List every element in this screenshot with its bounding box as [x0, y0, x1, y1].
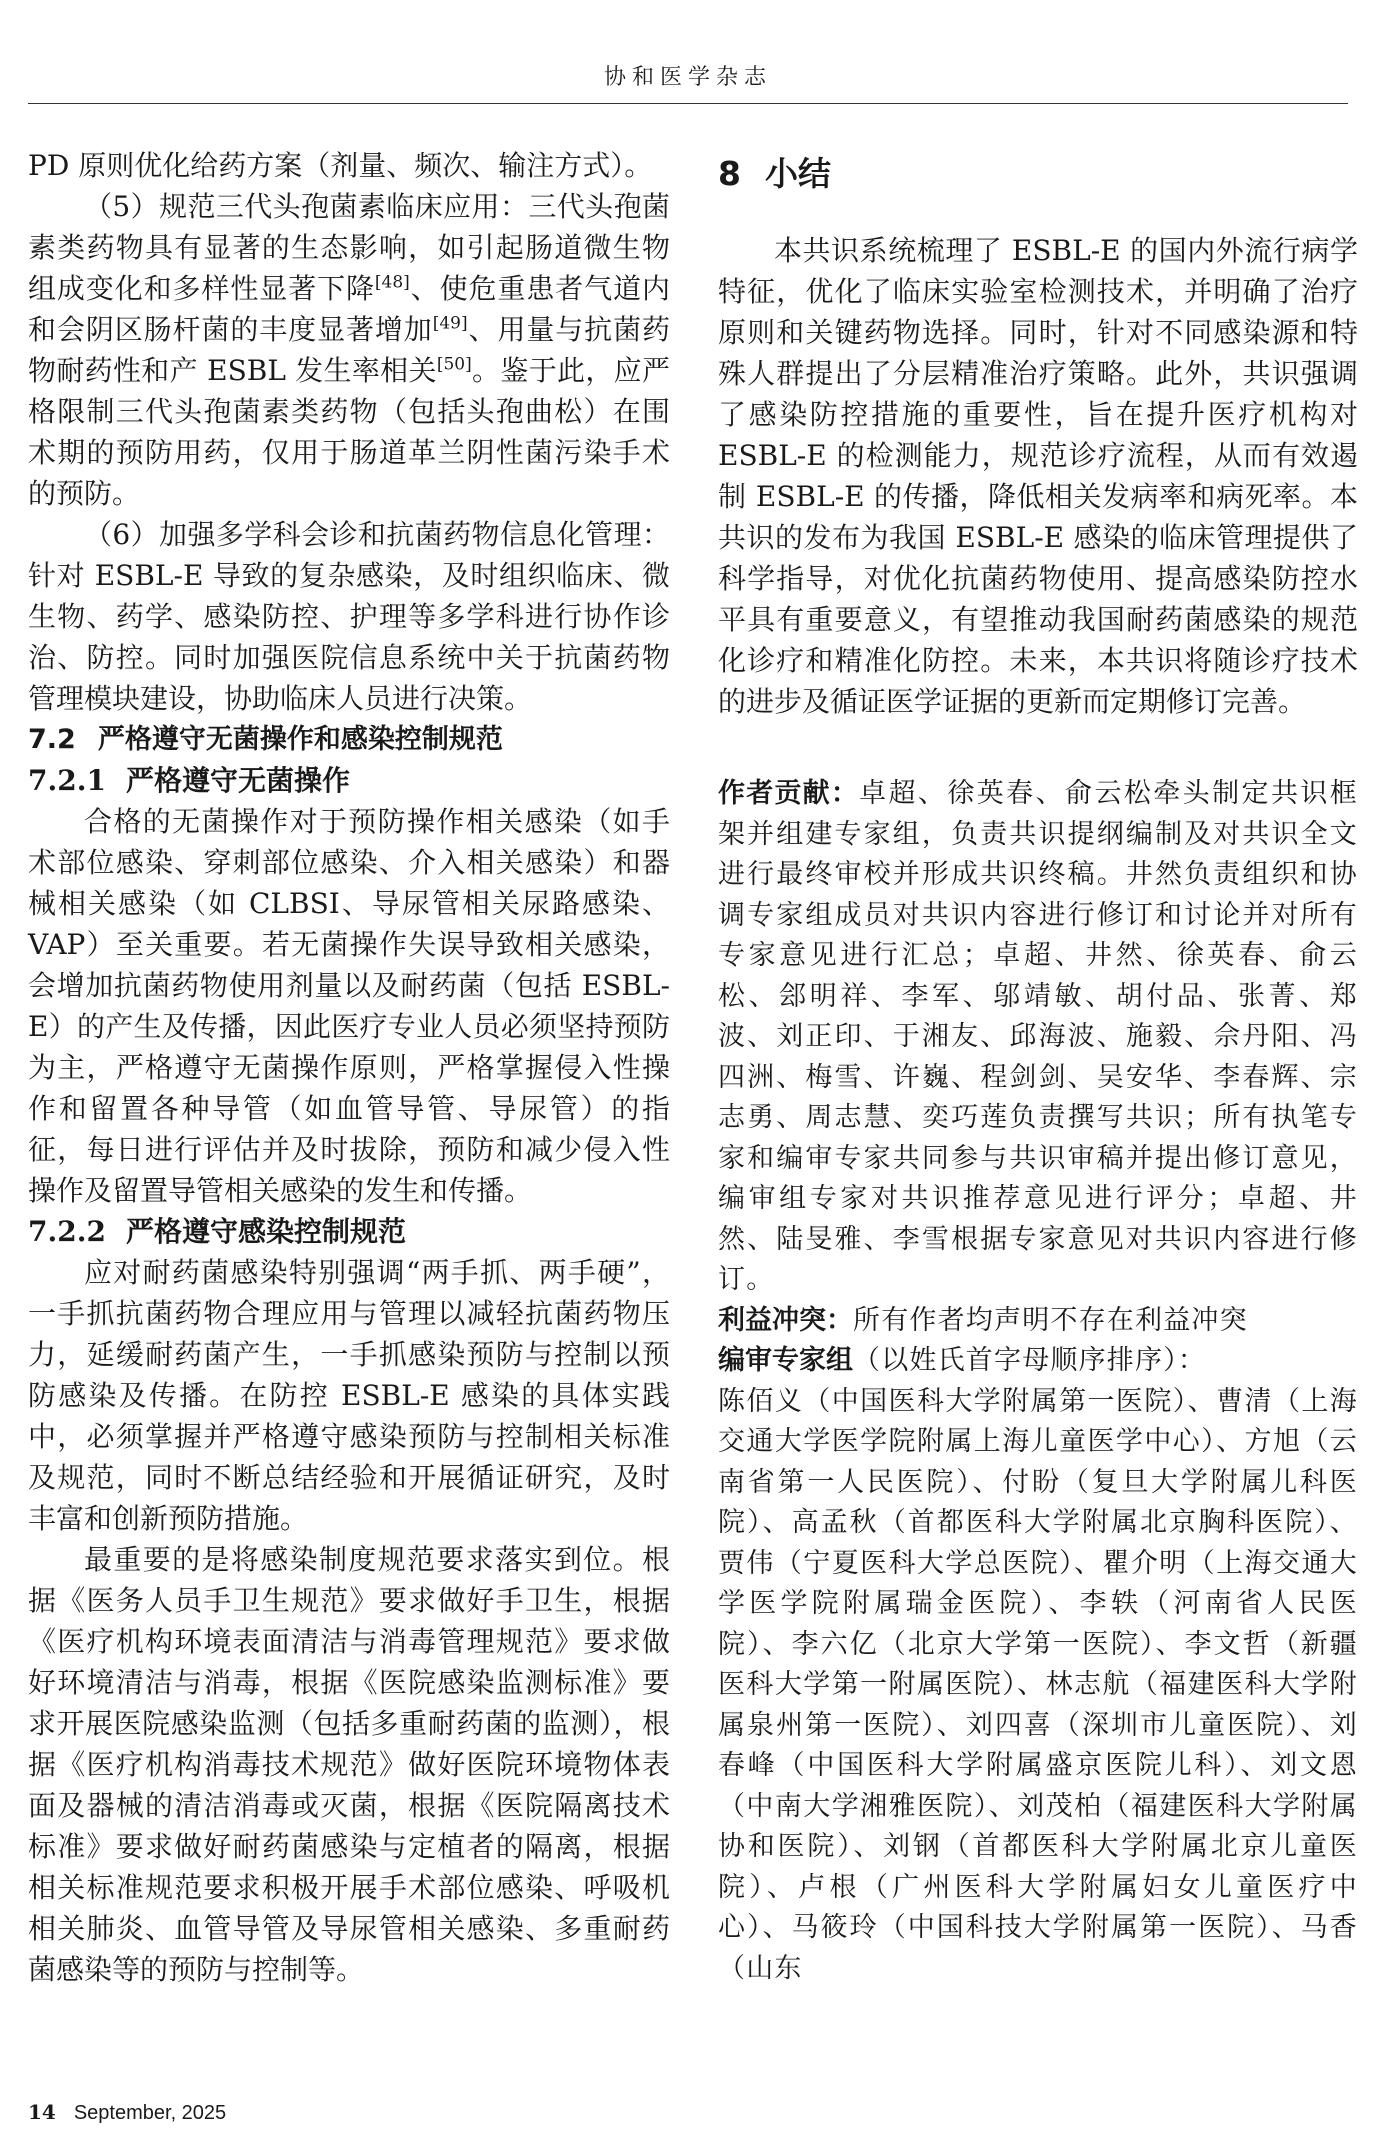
citation-48[interactable]: [48]: [374, 272, 410, 293]
citation-50[interactable]: [50]: [436, 354, 472, 375]
list-item-5: [28, 186, 670, 514]
header-rule: [28, 103, 1348, 104]
contributions-label: 作者贡献：: [718, 778, 860, 809]
page-number: 14: [28, 2100, 56, 2124]
item5-text-b: 、使危重患者气道内和会阴区肠杆菌的丰度显著增加: [28, 272, 670, 346]
author-contributions: [718, 774, 1358, 1301]
list-item-6: （6）加强多学科会诊和抗菌药物信息化管理：针对 ESBL-E 导致的复杂感染，及时组织临床、微生物、药学、感染防控、护理等多学科进行协作诊治、防控。同时加强医院信息系统中关于抗菌药物管理模块建设，协助临床人员进行决策。: [28, 518, 670, 715]
conflict-of-interest: [718, 1301, 1358, 1342]
reviewers-list: 陈佰义（中国医科大学附属第一医院）、曹清（上海交通大学医学院附属上海儿童医学中心）、方旭（云南省第一人民医院）、付盼（复旦大学附属儿科医院）、高孟秋（首都医科大学附属北京胸科医院）、贾伟（宁夏医科大学总医院）、瞿介明（上海交通大学医学院附属瑞金医院）、李轶（河南省人民医院）、李六亿（北京大学第一医院）、李文哲（新疆医科大学第一附属医院）、林志航（福建医科大学附属泉州第一医院）、刘四喜（深圳市儿童医院）、刘春峰（中国医科大学附属盛京医院儿科）、刘文恩（中南大学湘雅医院）、刘茂柏（福建医科大学附属协和医院）、刘钢（首都医科大学附属北京儿童医院）、卢根（广州医科大学附属妇女儿童医疗中心）、马筱玲（中国科技大学附属第一医院）、马香（山东: [718, 1385, 1358, 1984]
reviewers-note: （以姓氏首字母顺序排序）：: [853, 1345, 1207, 1376]
item5-text-a: （5）规范三代头孢菌素临床应用：三代头孢菌素类药物具有显著的生态影响，如引起肠道微生物组成变化和多样性显著下降: [28, 190, 670, 305]
section-number: 7.2: [28, 724, 76, 755]
paragraph-7-2-2-b: 最重要的是将感染制度规范要求落实到位。根据《医务人员手卫生规范》要求做好手卫生，根据《医疗机构环境表面清洁与消毒管理规范》要求做好环境清洁与消毒，根据《医院感染监测标准》要求开展医院感染监测（包括多重耐药菌的监测），根据《医疗机构消毒技术规范》做好医院环境物体表面及器械的清洁消毒或灭菌，根据《医院隔离技术标准》要求做好耐药菌感染与定植者的隔离，根据相关标准规范要求积极开展手术部位感染、呼吸机相关肺炎、血管导管及导尿管相关感染、多重耐药菌感染等的预防与控制等。: [28, 1543, 670, 1986]
summary-paragraph: 本共识系统梳理了 ESBL-E 的国内外流行病学特征，优化了临床实验室检测技术，并明确了治疗原则和关键药物选择。同时，针对不同感染源和特殊人群提出了分层精准治疗策略。此外，共识强调了感染防控措施的重要性，旨在提升医疗机构对 ESBL-E 的检测能力，规范诊疗流程，从而有效遏制 ESBL-E 的传播，降低相关发病率和病死率。本共识的发布为我国 ESBL-E 感染的临床管理提供了科学指导，对优化抗菌药物使用、提高感染防控水平具有重要意义，有望推动我国耐药菌感染的规范化诊疗和精准化防控。未来，本共识将随诊疗技术的进步及循证医学证据的更新而定期修订完善。: [718, 234, 1358, 718]
subsection-number: 7.2.1: [28, 764, 106, 797]
subsection-title: 严格遵守无菌操作: [125, 764, 350, 797]
section-title: 严格遵守无菌操作和感染控制规范: [97, 724, 503, 755]
reviewers-heading: [718, 1341, 1358, 1382]
section-heading-8: [718, 153, 1358, 194]
subsection-heading-7-2-2: [28, 1211, 670, 1252]
subsection-number: 7.2.2: [28, 1215, 106, 1248]
reviewers-label: 编审专家组: [718, 1345, 853, 1376]
paragraph-7-2-1: 合格的无菌操作对于预防操作相关感染（如手术部位感染、穿刺部位感染、介入相关感染）和器械相关感染（如 CLBSI、导尿管相关尿路感染、VAP）至关重要。若无菌操作失误导致相关感染，会增加抗菌药物使用剂量以及耐药菌（包括 ESBL-E）的产生及传播，因此医疗专业人员必须坚持预防为主，严格遵守无菌操作原则，严格掌握侵入性操作和留置各种导管（如血管导管、导尿管）的指征，每日进行评估并及时拔除，预防和减少侵入性操作及留置导管相关感染的发生和传播。: [28, 805, 670, 1207]
section-heading-7-2: [28, 719, 670, 760]
paragraph-7-2-2-a: 应对耐药菌感染特别强调“两手抓、两手硬”，一手抓抗菌药物合理应用与管理以减轻抗菌药物压力，延缓耐药菌产生，一手抓感染预防与控制以预防感染及传播。在防控 ESBL-E 感染的具体实践中，必须掌握并严格遵守感染预防与控制相关标准及规范，同时不断总结经验和开展循证研究，及时丰富和创新预防措施。: [28, 1256, 670, 1535]
coi-text: 所有作者均声明不存在利益冲突: [853, 1304, 1248, 1336]
contributions-text: 卓超、徐英春、俞云松牵头制定共识框架并组建专家组，负责共识提纲编制及对共识全文进行最终审校并形成共识终稿。井然负责组织和协调专家组成员对共识内容进行修订和讨论并对所有专家意见进行汇总；卓超、井然、徐英春、俞云松、郐明祥、李军、邬靖敏、胡付品、张菁、郑波、刘正印、于湘友、邱海波、施毅、佘丹阳、冯四洲、梅雪、许巍、程剑剑、吴安华、李春辉、宗志勇、周志慧、奕巧莲负责撰写共识；所有执笔专家和编审专家共同参与共识审稿并提出修订意见，编审组专家对共识推荐意见进行评分；卓超、井然、陆旻雅、李雪根据专家意见对共识内容进行修订。: [718, 778, 1358, 1295]
subsection-title: 严格遵守感染控制规范: [125, 1215, 406, 1248]
item5-text-d: 。鉴于此，应严格限制三代头孢菌素类药物（包括头孢曲松）在围术期的预防用药，仅用于肠道革兰阴性菌污染手术的预防。: [28, 354, 670, 510]
page-footer: [28, 2100, 226, 2125]
right-column: [718, 145, 1358, 1989]
left-column: [28, 145, 670, 1990]
citation-49[interactable]: [49]: [432, 313, 468, 334]
coi-label: 利益冲突：: [718, 1304, 853, 1336]
journal-running-head: 协和医学杂志: [603, 65, 772, 90]
carryover-paragraph: PD 原则优化给药方案（剂量、频次、输注方式）。: [28, 149, 653, 182]
item5-text-c: 、用量与抗菌药物耐药性和产 ESBL 发生率相关: [28, 313, 670, 387]
issue-date: September, 2025: [73, 2102, 227, 2124]
section-number: 8: [718, 154, 741, 193]
spacer: [718, 722, 1358, 774]
subsection-heading-7-2-1: [28, 760, 670, 801]
section-title: 小结: [764, 154, 831, 193]
